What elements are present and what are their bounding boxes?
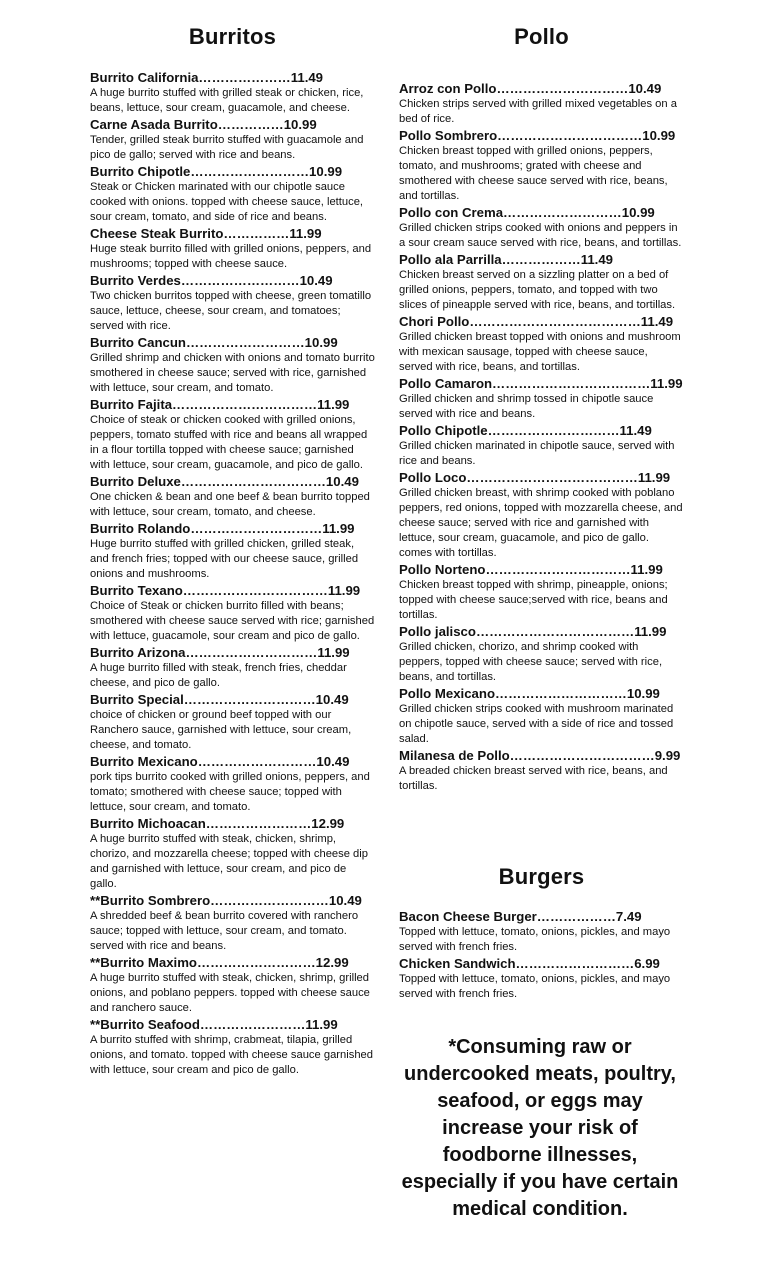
menu-item-description: A breaded chicken breast served with rice, beans, and tortillas. [399, 765, 668, 792]
menu-item-name: Burrito California…………………11.49 [90, 70, 324, 85]
menu-item-name: Pollo Chipotle…………………………11.49 [399, 423, 652, 438]
burgers-list [399, 909, 684, 1003]
menu-item-name: Carne Asada Burrito……………10.99 [90, 117, 317, 132]
menu-item-name: Arroz con Pollo…………………………10.49 [399, 81, 662, 96]
menu-item [399, 624, 684, 685]
menu-item [90, 273, 375, 334]
menu-item-description: Grilled chicken marinated in chipotle sauce, served with rice and beans. [399, 440, 675, 467]
menu-item [399, 423, 684, 469]
menu-item-name: Burrito Texano……………………………11.99 [90, 583, 361, 598]
menu-item [399, 376, 684, 422]
menu-item [90, 117, 375, 163]
menu-item-description: choice of chicken or ground beef topped with our Ranchero sauce, garnished with lettuce, sour cream, cheese, and tomato. [90, 709, 352, 751]
menu-item-name: Milanesa de Pollo……………………………9.99 [399, 748, 681, 763]
menu-item-name: **Burrito Seafood……………………11.99 [90, 1017, 338, 1032]
menu-item-description: Chicken breast served on a sizzling platter on a bed of grilled onions, peppers, tomato, and topped with two slices of pineapple served with rice, beans, and tortillas. [399, 269, 676, 311]
menu-item-description: Chicken breast topped with shrimp, pineapple, onions; topped with cheese sauce;served with rice, beans and tortillas. [399, 579, 668, 621]
menu-item-description: A huge burrito stuffed with steak, chicken, shrimp, grilled onions, and poblano peppers. topped with cheese sauce and ranchero sauce. [90, 972, 370, 1014]
menu-item-name: **Burrito Maximo………………………12.99 [90, 955, 349, 970]
menu-item-description: Grilled shrimp and chicken with onions and tomato burrito smothered in cheese sauce; served with rice, garnished with lettuce, sour cream, and tomato. [90, 352, 375, 394]
menu-item-name: Burrito Verdes………………………10.49 [90, 273, 333, 288]
burgers-heading: Burgers [498, 864, 585, 889]
menu-item-name: Pollo jalisco………………………………11.99 [399, 624, 667, 639]
menu-item [399, 748, 684, 794]
menu-item [90, 1017, 375, 1078]
menu-item-description: Huge burrito stuffed with grilled chicken, grilled steak, and french fries; topped with our cheese sauce, grilled onions and mushrooms. [90, 538, 359, 580]
menu-item [90, 893, 375, 954]
menu-item [399, 686, 684, 747]
pollo-heading: Pollo [514, 24, 569, 49]
menu-item-description: Steak or Chicken marinated with our chipotle sauce cooked with onions. topped with cheese sauce, lettuce, sour cream, tomato, and side of rice and beans. [90, 181, 364, 223]
menu-item-description: Grilled chicken, chorizo, and shrimp cooked with peppers, topped with cheese sauce; served with rice, beans, and tortillas. [399, 641, 663, 683]
burritos-list [90, 70, 375, 1079]
menu-item [399, 314, 684, 375]
menu-item [399, 470, 684, 561]
menu-item-name: Burrito Chipotle………………………10.99 [90, 164, 343, 179]
menu-item-name: Pollo Loco…………………………………11.99 [399, 470, 671, 485]
menu-item [90, 816, 375, 892]
menu-item-description: Choice of Steak or chicken burrito filled with beans; smothered with cheese sauce served with rice; garnished with lettuce, guacamole, sour cream and pico de gallo. [90, 600, 375, 642]
menu-item-description: Topped with lettuce, tomato, onions, pickles, and mayo served with french fries. [399, 973, 671, 1000]
menu-item [90, 692, 375, 753]
menu-item-description: A shredded beef & bean burrito covered with ranchero sauce; topped with lettuce, sour cream, and tomato. served with rice and beans. [90, 910, 359, 952]
menu-item-name: **Burrito Sombrero………………………10.49 [90, 893, 362, 908]
menu-item-name: Chori Pollo…………………………………11.49 [399, 314, 674, 329]
menu-item [90, 397, 375, 473]
menu-item-description: Topped with lettuce, tomato, onions, pickles, and mayo served with french fries. [399, 926, 671, 953]
menu-item [90, 955, 375, 1016]
menu-item [399, 956, 684, 1002]
menu-item [399, 252, 684, 313]
menu-item-name: Burrito Michoacan……………………12.99 [90, 816, 345, 831]
menu-item [90, 645, 375, 691]
menu-item-description: Choice of steak or chicken cooked with grilled onions, peppers, tomato stuffed with rice and beans all wrapped in a flour tortilla topped with cheese sauce; garnished with lettuce, sour cream, guacamole, and pico de gallo. [90, 414, 368, 471]
menu-item-description: Tender, grilled steak burrito stuffed with guacamole and pico de gallo; served with rice and beans. [90, 134, 364, 161]
menu-item-name: Pollo Norteno……………………………11.99 [399, 562, 663, 577]
menu-item-name: Burrito Special…………………………10.49 [90, 692, 349, 707]
menu-item-name: Burrito Mexicano………………………10.49 [90, 754, 350, 769]
menu-item-name: Burrito Arizona…………………………11.99 [90, 645, 350, 660]
pollo-list [399, 81, 684, 795]
menu-item-description: Grilled chicken and shrimp tossed in chipotle sauce served with rice and beans. [399, 393, 654, 420]
menu-item-description: Grilled chicken breast, with shrimp cooked with poblano peppers, red onions, topped with mozzarella cheese, and cheese sauce; served with rice and garnished with lettuce, sour cream, guacamole, and pico de gallo. comes with tortillas. [399, 487, 683, 559]
menu-item-name: Burrito Deluxe……………………………10.49 [90, 474, 359, 489]
menu-item-description: A huge burrito stuffed with steak, chicken, shrimp, chorizo, and mozzarella cheese; topped with cheese dip and garnished with lettuce, sour cream, and pico de gallo. [90, 833, 368, 890]
menu-item [90, 335, 375, 396]
menu-item [399, 81, 684, 127]
menu-item-description: Grilled chicken strips cooked with mushroom marinated on chipotle sauce, served with a side of rice and tossed salad. [399, 703, 674, 745]
menu-item-description: Huge steak burrito filled with grilled onions, peppers, and mushrooms; topped with cheese sauce. [90, 243, 372, 270]
menu-item [90, 754, 375, 815]
menu-item-name: Chicken Sandwich………………………6.99 [399, 956, 660, 971]
menu-item-description: A burrito stuffed with shrimp, crabmeat, tilapia, grilled onions, and tomato. topped with cheese sauce garnished with lettuce, sour cream and pico de gallo. [90, 1034, 373, 1076]
menu-item-name: Cheese Steak Burrito……………11.99 [90, 226, 322, 241]
menu-item-description: Grilled chicken strips cooked with onions and peppers in a sour cream sauce served with rice, beans, and tortillas. [399, 222, 682, 249]
menu-item-name: Pollo con Crema………………………10.99 [399, 205, 655, 220]
menu-item-description: Chicken breast topped with grilled onions, peppers, tomato, and mushrooms; grated with cheese and smothered with cheese sauce served with rice, beans, and tortillas. [399, 145, 668, 202]
menu-item-description: Grilled chicken breast topped with onions and mushroom with mexican sausage, topped with cheese sauce, served with rice, beans, and tortillas. [399, 331, 681, 373]
menu-item-name: Pollo Mexicano…………………………10.99 [399, 686, 660, 701]
menu-item-description: A huge burrito stuffed with grilled steak or chicken, rice, beans, lettuce, sour cream, guacamole, and cheese. [90, 87, 364, 114]
menu-item [90, 583, 375, 644]
menu-item [399, 909, 684, 955]
menu-item [90, 226, 375, 272]
food-safety-notice: *Consuming raw or undercooked meats, poultry, seafood, or eggs may increase your risk of foodborne illnesses, especially if you have certain medical condition. [401, 1036, 679, 1220]
menu-item-name: Pollo Camaron………………………………11.99 [399, 376, 683, 391]
menu-item-name: Bacon Cheese Burger………………7.49 [399, 909, 642, 924]
menu-item [399, 128, 684, 204]
menu-item [399, 205, 684, 251]
menu-item-name: Burrito Fajita……………………………11.99 [90, 397, 350, 412]
menu-item-name: Burrito Cancun………………………10.99 [90, 335, 338, 350]
menu-item-name: Pollo ala Parrilla………………11.49 [399, 252, 614, 267]
menu-item-description: A huge burrito filled with steak, french fries, cheddar cheese, and pico de gallo. [90, 662, 347, 689]
menu-item-description: pork tips burrito cooked with grilled onions, peppers, and tomato; smothered with cheese sauce; topped with lettuce, sour cream, and tomato. [90, 771, 370, 813]
menu-item-name: Burrito Rolando…………………………11.99 [90, 521, 355, 536]
burritos-heading: Burritos [188, 24, 277, 49]
menu-item [90, 474, 375, 520]
menu-item [399, 562, 684, 623]
menu-item [90, 521, 375, 582]
menu-item [90, 70, 375, 116]
menu-item [90, 164, 375, 225]
menu-item-description: One chicken & bean and one beef & bean burrito topped with lettuce, sour cream, tomato, and cheese. [90, 491, 370, 518]
menu-item-description: Chicken strips served with grilled mixed vegetables on a bed of rice. [399, 98, 677, 125]
menu-item-description: Two chicken burritos topped with cheese, green tomatillo sauce, lettuce, cheese, sour cream, and tomatoes; served with rice. [90, 290, 372, 332]
menu-item-name: Pollo Sombrero……………………………10.99 [399, 128, 676, 143]
